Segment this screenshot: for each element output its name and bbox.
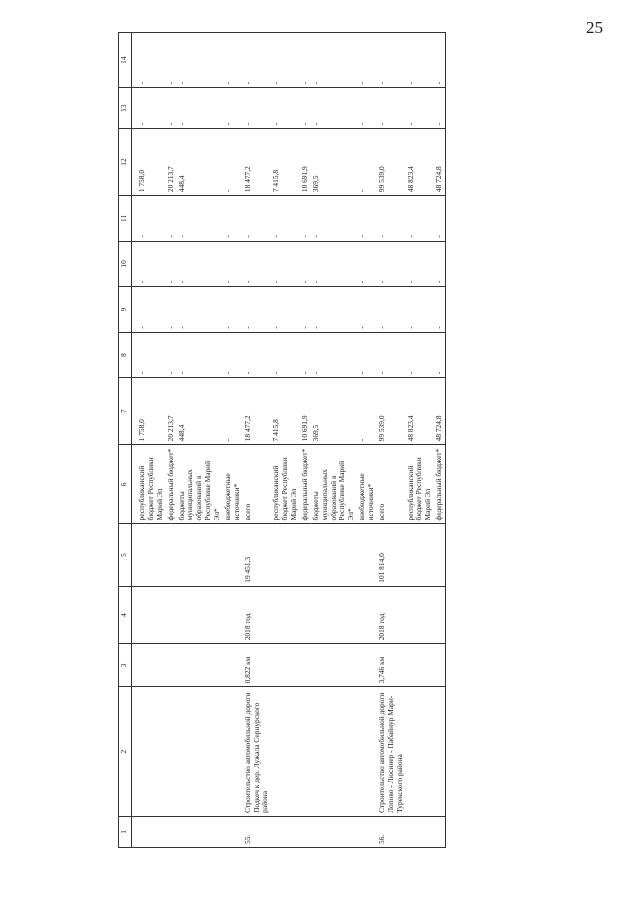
table-cell-col-10: -: [311, 241, 357, 287]
table-cell-col-4: [271, 586, 300, 644]
table-cell-col-13: -: [177, 88, 223, 129]
table-cell-col-14: -: [377, 33, 406, 88]
table-cell-col-1: [132, 816, 166, 847]
table-cell-col-5: [166, 524, 177, 586]
table-cell-col-1: [271, 816, 300, 847]
table-cell-col-10: -: [223, 241, 243, 287]
table-cell-col-6: бюджеты муниципальных образований в Республике Марий Эл*: [177, 445, 223, 524]
table-row: [223, 33, 243, 848]
table-cell-col-3: [311, 644, 357, 687]
table-cell-col-7: 99 539,0: [377, 378, 406, 445]
table-cell-col-4: [177, 586, 223, 644]
table-cell-col-10: -: [166, 241, 177, 287]
table-cell-col-7: 7 415,8: [271, 378, 300, 445]
column-number-5: 5: [119, 524, 132, 586]
table-row: [357, 33, 377, 848]
table-cell-col-11: -: [406, 196, 435, 242]
table-cell-col-9: -: [300, 287, 311, 333]
table-cell-col-13: -: [243, 88, 272, 129]
table-cell-col-8: -: [132, 332, 166, 378]
column-number-10: 10: [119, 241, 132, 287]
table-cell-col-12: 48 724,8: [434, 129, 445, 196]
table-cell-col-3: [166, 644, 177, 687]
table-cell-col-14: -: [300, 33, 311, 88]
table-row: [132, 33, 166, 848]
table-cell-col-11: -: [177, 196, 223, 242]
table-cell-col-11: -: [166, 196, 177, 242]
table-cell-col-12: 7 415,8: [271, 129, 300, 196]
table-cell-col-1: [223, 816, 243, 847]
table-cell-col-13: -: [300, 88, 311, 129]
column-number-3: 3: [119, 644, 132, 687]
column-number-4: 4: [119, 586, 132, 644]
table-cell-col-14: -: [223, 33, 243, 88]
table-cell-col-6: всего: [377, 445, 406, 524]
table-cell-col-3: [177, 644, 223, 687]
table-cell-col-7: 48 823,4: [406, 378, 435, 445]
table-cell-col-3: 3,746 км: [377, 644, 406, 687]
table-cell-col-12: 1 758,0: [132, 129, 166, 196]
table-cell-col-3: [406, 644, 435, 687]
table-cell-col-8: -: [406, 332, 435, 378]
table-cell-col-3: [271, 644, 300, 687]
table-cell-col-9: -: [166, 287, 177, 333]
table-row: [406, 33, 435, 848]
table-cell-col-12: -: [223, 129, 243, 196]
table-cell-col-5: [357, 524, 377, 586]
table-cell-col-14: -: [406, 33, 435, 88]
table-cell-col-1: [357, 816, 377, 847]
table-cell-col-2: [132, 687, 166, 816]
table-cell-col-11: -: [243, 196, 272, 242]
table-cell-col-3: [300, 644, 311, 687]
table-cell-col-4: [166, 586, 177, 644]
table-cell-col-10: -: [132, 241, 166, 287]
table-cell-col-5: 19 451,3: [243, 524, 272, 586]
table-cell-col-10: -: [434, 241, 445, 287]
table-row: [311, 33, 357, 848]
table-row: [271, 33, 300, 848]
table-row: [177, 33, 223, 848]
column-number-8: 8: [119, 332, 132, 378]
table-cell-col-4: [223, 586, 243, 644]
table-cell-col-4: [434, 586, 445, 644]
table-cell-col-5: [406, 524, 435, 586]
table-cell-col-4: [132, 586, 166, 644]
table-cell-col-13: -: [434, 88, 445, 129]
table-row: [243, 33, 272, 848]
table-cell-col-10: -: [406, 241, 435, 287]
table-cell-col-3: [132, 644, 166, 687]
table-cell-col-10: -: [357, 241, 377, 287]
table-cell-col-7: 48 724,8: [434, 378, 445, 445]
table-cell-col-9: -: [271, 287, 300, 333]
table-cell-col-9: -: [377, 287, 406, 333]
table-cell-col-8: -: [166, 332, 177, 378]
table-cell-col-12: 20 213,7: [166, 129, 177, 196]
table-cell-col-1: [311, 816, 357, 847]
table-cell-col-10: -: [271, 241, 300, 287]
table-cell-col-14: -: [177, 33, 223, 88]
table-cell-col-12: 48 823,4: [406, 129, 435, 196]
table-cell-col-2: [271, 687, 300, 816]
table-cell-col-9: -: [406, 287, 435, 333]
table-cell-col-12: 448,4: [177, 129, 223, 196]
table-cell-col-6: республиканский бюджет Республики Марий Эл: [271, 445, 300, 524]
table-cell-col-6: внебюджетные источники*: [357, 445, 377, 524]
table-cell-col-2: [177, 687, 223, 816]
table-cell-col-13: -: [357, 88, 377, 129]
table-cell-col-9: -: [177, 287, 223, 333]
table-row: [166, 33, 177, 848]
table-cell-col-11: -: [357, 196, 377, 242]
table-cell-col-6: бюджеты муниципальных образований в Республике Марий Эл*: [311, 445, 357, 524]
table-cell-col-1: 55.: [243, 816, 272, 847]
table-cell-col-12: 369,5: [311, 129, 357, 196]
table-cell-col-6: республиканский бюджет Республики Марий Эл: [132, 445, 166, 524]
table-cell-col-6: федеральный бюджет*: [300, 445, 311, 524]
table-cell-col-2: [406, 687, 435, 816]
table-cell-col-7: 369,5: [311, 378, 357, 445]
column-number-row: [119, 33, 132, 848]
table-cell-col-5: [311, 524, 357, 586]
table-cell-col-13: -: [166, 88, 177, 129]
table-cell-col-4: [406, 586, 435, 644]
page-number: 25: [586, 18, 603, 37]
table-cell-col-13: -: [311, 88, 357, 129]
table-cell-col-4: [300, 586, 311, 644]
table-body: [132, 33, 446, 848]
table-cell-col-14: -: [434, 33, 445, 88]
table-row: [300, 33, 311, 848]
table-cell-col-4: 2018 год: [377, 586, 406, 644]
table-cell-col-8: -: [357, 332, 377, 378]
table-cell-col-13: -: [132, 88, 166, 129]
table-cell-col-2: [434, 687, 445, 816]
table-cell-col-6: федеральный бюджет*: [434, 445, 445, 524]
table-cell-col-9: -: [223, 287, 243, 333]
table-cell-col-2: Строительство автомобильной дороги Подкеч к дер. Лужала Сернурского района: [243, 687, 272, 816]
table-cell-col-6: республиканский бюджет Республики Марий Эл: [406, 445, 435, 524]
table-cell-col-11: -: [434, 196, 445, 242]
table-cell-col-10: -: [177, 241, 223, 287]
table-cell-col-11: -: [132, 196, 166, 242]
table-cell-col-11: -: [311, 196, 357, 242]
table-cell-col-11: -: [223, 196, 243, 242]
table-cell-col-10: -: [377, 241, 406, 287]
rotated-table-container: [118, 32, 578, 848]
table-cell-col-3: [357, 644, 377, 687]
table-cell-col-14: -: [271, 33, 300, 88]
table-cell-col-9: -: [243, 287, 272, 333]
table-cell-col-3: 0,822 км: [243, 644, 272, 687]
table-cell-col-2: Строительство автомобильной дороги Лопово - Люсинер - Пабайнур Мари-Турекского района: [377, 687, 406, 816]
table-cell-col-14: -: [357, 33, 377, 88]
table-cell-col-2: [166, 687, 177, 816]
table-cell-col-13: -: [377, 88, 406, 129]
table-cell-col-3: [223, 644, 243, 687]
column-number-11: 11: [119, 196, 132, 242]
table-cell-col-1: [406, 816, 435, 847]
table-cell-col-5: [434, 524, 445, 586]
table-cell-col-8: -: [177, 332, 223, 378]
table-cell-col-1: [166, 816, 177, 847]
table-row: [377, 33, 406, 848]
table-cell-col-10: -: [243, 241, 272, 287]
table-cell-col-10: -: [300, 241, 311, 287]
table-cell-col-8: -: [300, 332, 311, 378]
table-cell-col-8: -: [223, 332, 243, 378]
table-cell-col-12: 10 691,9: [300, 129, 311, 196]
table-cell-col-8: -: [377, 332, 406, 378]
table-cell-col-14: -: [243, 33, 272, 88]
table-cell-col-13: -: [223, 88, 243, 129]
table-cell-col-3: [434, 644, 445, 687]
table-cell-col-8: -: [271, 332, 300, 378]
table-cell-col-2: [223, 687, 243, 816]
table-cell-col-9: -: [434, 287, 445, 333]
table-cell-col-11: -: [271, 196, 300, 242]
table-cell-col-14: -: [166, 33, 177, 88]
table-cell-col-9: -: [311, 287, 357, 333]
column-number-9: 9: [119, 287, 132, 333]
column-number-13: 13: [119, 88, 132, 129]
table-cell-col-4: [357, 586, 377, 644]
table-cell-col-7: 18 477,2: [243, 378, 272, 445]
table-cell-col-12: -: [357, 129, 377, 196]
table-cell-col-7: 10 691,9: [300, 378, 311, 445]
table-cell-col-5: [177, 524, 223, 586]
column-number-6: 6: [119, 445, 132, 524]
table-cell-col-7: 448,4: [177, 378, 223, 445]
table-cell-col-1: [300, 816, 311, 847]
column-number-12: 12: [119, 129, 132, 196]
financing-table: [118, 32, 446, 848]
table-cell-col-13: -: [406, 88, 435, 129]
table-cell-col-7: 20 213,7: [166, 378, 177, 445]
table-cell-col-5: [223, 524, 243, 586]
column-number-2: 2: [119, 687, 132, 816]
table-cell-col-7: 1 758,0: [132, 378, 166, 445]
table-cell-col-1: 56.: [377, 816, 406, 847]
table-cell-col-2: [300, 687, 311, 816]
table-cell-col-8: -: [311, 332, 357, 378]
table-cell-col-5: [271, 524, 300, 586]
table-cell-col-14: -: [311, 33, 357, 88]
table-cell-col-7: -: [357, 378, 377, 445]
table-cell-col-12: 18 477,2: [243, 129, 272, 196]
table-cell-col-13: -: [271, 88, 300, 129]
table-cell-col-9: -: [357, 287, 377, 333]
column-number-7: 7: [119, 378, 132, 445]
table-cell-col-4: [311, 586, 357, 644]
table-cell-col-11: -: [300, 196, 311, 242]
table-cell-col-2: [357, 687, 377, 816]
column-number-14: 14: [119, 33, 132, 88]
column-number-1: 1: [119, 816, 132, 847]
table-row: [434, 33, 445, 848]
table-cell-col-1: [177, 816, 223, 847]
table-cell-col-7: -: [223, 378, 243, 445]
table-cell-col-9: -: [132, 287, 166, 333]
table-cell-col-11: -: [377, 196, 406, 242]
table-cell-col-6: всего: [243, 445, 272, 524]
table-cell-col-4: 2018 год: [243, 586, 272, 644]
table-cell-col-1: [434, 816, 445, 847]
table-cell-col-5: 101 814,0: [377, 524, 406, 586]
table-cell-col-14: -: [132, 33, 166, 88]
table-cell-col-12: 99 539,0: [377, 129, 406, 196]
table-cell-col-5: [132, 524, 166, 586]
table-cell-col-5: [300, 524, 311, 586]
table-cell-col-6: федеральный бюджет*: [166, 445, 177, 524]
table-cell-col-8: -: [243, 332, 272, 378]
table-cell-col-6: внебюджетные источники*: [223, 445, 243, 524]
table-cell-col-2: [311, 687, 357, 816]
table-cell-col-8: -: [434, 332, 445, 378]
